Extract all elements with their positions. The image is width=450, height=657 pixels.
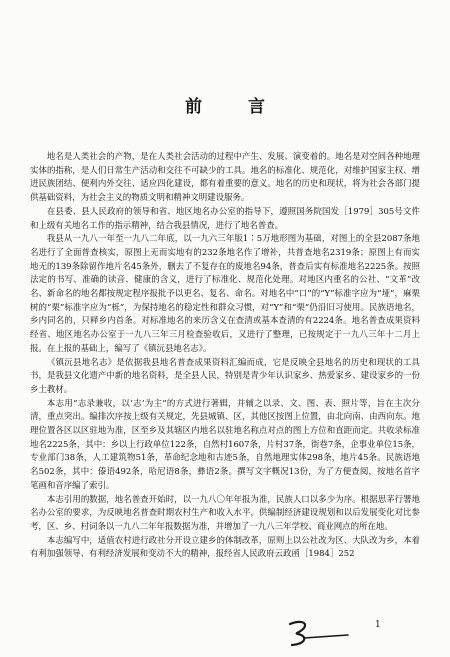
paragraph-5: 本志用“志录兼收，以‘志’为主”的方式进行著辑，并辅之以录、文、图、表、照片等，旨在主次分清，重点突出。编排次序按上级有关规定，先县城镇、区，其他区按图上位置，由北向南、由西向东。地理位置各区以区驻地为准，区至乡及其辖区内地名以驻地名称点对点的图上方位和直距而定。共收录标准地名2225条，其中：乡以上行政单位122条，自然村1607条，片村37条，街巷7条，企事业单位15条，专业部门38条，人工建筑物51条，革命纪念地和古迹5条，自然地理实体298条，地片45条。民族语地名502条，其中：傣语492条，哈尼语8条，彝语2条。撰写文字概况13份，为了方便查阅，按地名首字笔画和音序编了索引。 (30, 397, 420, 490)
paragraph-3: 我县从一九八一年至一九八二年底，以一九六三年版1∶5万地形图为基础，对图上的全县2087条地名进行了全面普查核实，原图上无而实地有的232条地名作了增补，共普查地名2319条；原图上有而实地无的139条除留作地片名45条外，删去了不复存在的废地名94条，普查后实有标准地名2225条。按照法定的书写、准确的读音、健康的含义，进行了标准化、规范化处理。对地区内重名的公社、“文革”改名、新命名的地名都按规定程序报批予以更名、复名、命名。对地名中“口”的“Y”标准字应为“垭”，麻栗树的“栗”标准字应为“栎”，为保持地名的稳定性和群众习惯，对“Y”和“栗”仍沿旧习使用。民族语地名，乡内同名的，只释乡内首条。对标准地名的来历含义在查清或基本查清的有2224条。地名普查成果资料经省、地区地名办公室于一九八三年三月检查验收后，又进行了整理，已按规定于一九八三年十二月上报。在上报的基础上，编写了《镇沅县地名志》。 (30, 233, 420, 353)
paragraph-4: 《镇沅县地名志》是依据我县地名普查成果资料汇编而成，它是反映全县地名的历史和现状的工具书，是我县文化遗产中新的地名资料，是全县人民，特别是青少年认识家乡、热爱家乡、建设家乡的一份乡土教材。 (30, 356, 420, 394)
body-text (30, 150, 420, 561)
paragraph-7: 本志编写中，适值农村进行政社分开设立建乡的体制改革，原则上以公社改为区、大队改为乡，本着有利加强领导、有利经济发展和变动不大的精神，报经省人民政府云政函［1984］252 (30, 534, 420, 559)
page-title: 前 言 (185, 97, 285, 117)
page-number: 1 (375, 620, 381, 630)
handwritten-mark-icon (282, 618, 352, 648)
paragraph-1: 地名是人类社会的产物，是在人类社会活动的过程中产生、发展、演变着的。地名是对空间各种地理实体的指称，是人们日常生产活动和交往不可缺少的工具。地名的标准化、规范化，对维护国家主权、增进民族团结、便利内外交往、适应四化建设，都有着重要的意义。地名的历史和现状，将为社会各部门提供基础资料，为社会主义的物质文明和精神文明建设服务。 (30, 151, 420, 203)
paragraph-2: 在县委、县人民政府的领导和省、地区地名办公室的指导下，遵照国务院国发［1979］305号文件和上级有关地名工作的指示精神，结合我县情况，进行了地名普查。 (30, 205, 420, 230)
paragraph-6: 本志引用的数据，地名普查开始时，以一九八〇年年报为准，民族人口以多少为序。根据思茅行署地名办公室的要求，为反映地名普查时期农村生产和收入水平，供编制经济建设规划和以后发展变化对比参考，区、乡、村词条以一九八二年年报数据为准，并增加了一九八三年学校、商业网点的所在地。 (30, 493, 420, 531)
